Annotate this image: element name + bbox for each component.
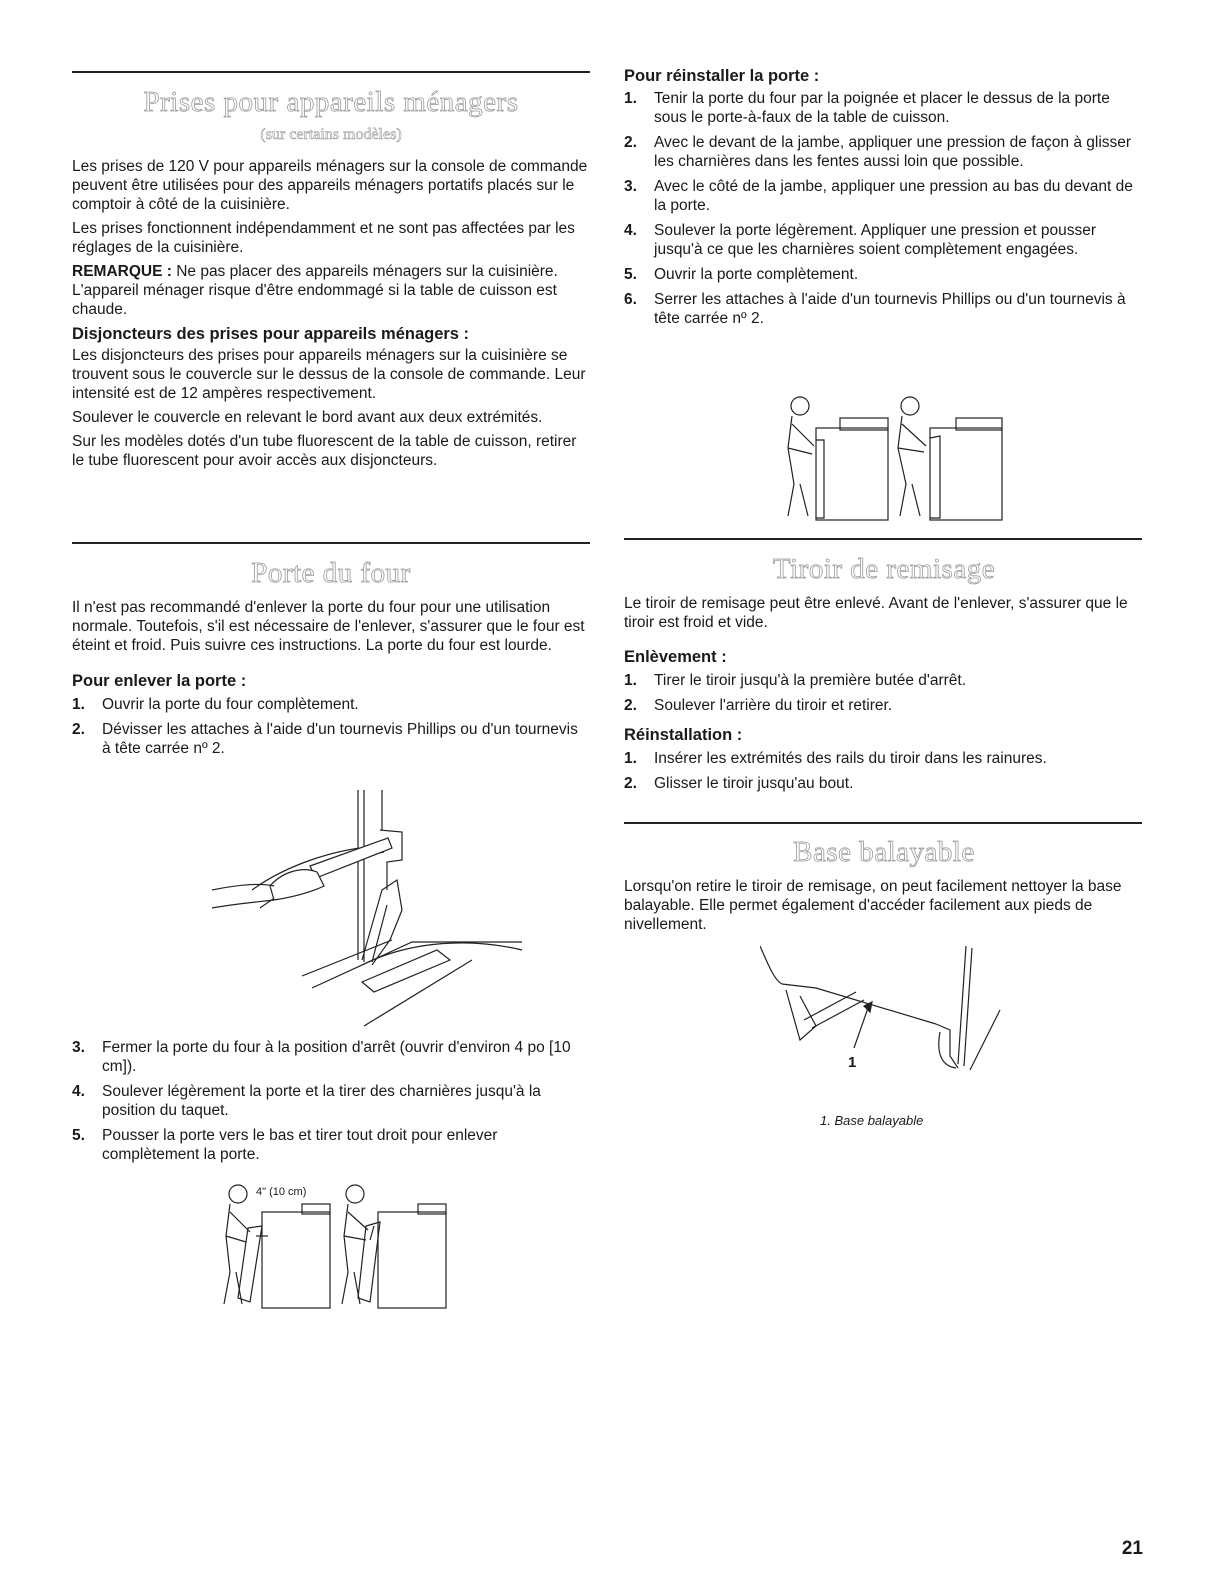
paragraph: Il n'est pas recommandé d'enlever la porte du four pour une utilisation normale. Toutefois, s'il est nécessaire de l'enlever, s'assurer que le four est éteint et froid. Puis suivre ces instructions. La porte du four est lourde.	[72, 599, 585, 654]
step-item: 2. Avec le devant de la jambe, appliquer une pression de façon à glisser les charnières dans les fentes aussi loin que possible.	[624, 134, 1132, 170]
paragraph: Les disjoncteurs des prises pour appareils ménagers sur la cuisinière se trouvent sous le couvercle sur le dessus de la console de commande. Leur intensité est de 12 ampères respectivement.	[72, 347, 586, 402]
step-item: 1. Tenir la porte du four par la poignée et placer le dessus de la porte sous le porte-à-faux de la table de cuisson.	[624, 90, 1110, 126]
section-title-storage-drawer: Tiroir de remisage	[772, 553, 996, 585]
step-item: 3. Avec le côté de la jambe, appliquer une pression au bas du devant de la porte.	[624, 178, 1133, 214]
appliance-outlets-body	[72, 157, 590, 475]
page-number: 21	[1121, 1538, 1143, 1559]
section-divider	[624, 822, 1142, 824]
step-item: 4. Soulever la porte légèrement. Appliquer une pression et pousser jusqu'à ce que les charnières soient complètement engagées.	[624, 222, 1097, 258]
remove-steps-list-continued	[72, 1038, 590, 1164]
oven-door-body	[72, 598, 590, 764]
screwdriver-hinge-illustration	[212, 790, 532, 1030]
paragraph: Soulever le couvercle en relevant le bord avant aux deux extrémités.	[72, 409, 543, 426]
section-subtitle: (sur certains modèles)	[260, 126, 402, 143]
step-item: 5. Ouvrir la porte complètement.	[624, 266, 859, 283]
section-title-oven-door: Porte du four	[251, 557, 411, 589]
reinstallation-steps-list	[624, 749, 1144, 793]
sweep-base-body	[624, 877, 1144, 939]
figure-caption: 1. Base balayable	[820, 1113, 924, 1128]
section-title-appliance-outlets: Prises pour appareils ménagers	[143, 86, 519, 118]
step-item: 2. Dévisser les attaches à l'aide d'un tournevis Phillips ou d'un tournevis à tête carrée nº 2.	[72, 721, 578, 757]
subheading-removal: Enlèvement :	[624, 648, 727, 666]
figure-measure-label: 4" (10 cm)	[256, 1186, 307, 1198]
storage-drawer-body	[624, 594, 1144, 799]
paragraph: Le tiroir de remisage peut être enlevé. Avant de l'enlever, s'assurer que le tiroir est froid et vide.	[624, 595, 1128, 631]
subheading-reinstallation: Réinstallation :	[624, 726, 743, 744]
note-text: Ne pas placer des appareils ménagers sur la cuisinière. L'appareil ménager risque d'être endommagé si la table de cuisson est chaude.	[72, 263, 558, 318]
step-item: 2. Glisser le tiroir jusqu'au bout.	[624, 775, 854, 792]
paragraph: Sur les modèles dotés d'un tube fluorescent de la table de cuisson, retirer le tube fluorescent pour avoir accès aux disjoncteurs.	[72, 433, 577, 469]
step-item: 3. Fermer la porte du four à la position d'arrêt (ouvrir d'environ 4 po [10 cm]).	[72, 1039, 571, 1075]
remove-steps-list	[72, 695, 590, 758]
section-title-sweep-base: Base balayable	[793, 836, 975, 868]
step-item: 1. Ouvrir la porte du four complètement.	[72, 696, 359, 713]
door-reinstall-illustration	[780, 388, 1016, 524]
subheading-breakers: Disjoncteurs des prises pour appareils ménagers :	[72, 325, 470, 343]
step-item: 2. Soulever l'arrière du tiroir et retirer.	[624, 697, 893, 714]
reinstall-door-body	[624, 66, 1144, 334]
step-item: 1. Insérer les extrémités des rails du tiroir dans les rainures.	[624, 750, 1047, 767]
door-removal-illustration	[220, 1176, 450, 1312]
sweep-base-illustration	[760, 944, 1010, 1074]
paragraph: Les prises de 120 V pour appareils ménagers sur la console de commande peuvent être utilisées pour des appareils ménagers portatifs placés sur le comptoir à côté de la cuisinière.	[72, 158, 588, 213]
remove-steps-continued	[72, 1038, 590, 1170]
section-divider	[72, 71, 590, 73]
step-item: 1. Tirer le tiroir jusqu'à la première butée d'arrêt.	[624, 672, 967, 689]
paragraph: Lorsqu'on retire le tiroir de remisage, on peut facilement nettoyer la base balayable. Elle permet également d'accéder facilement aux pieds de nivellement.	[624, 878, 1122, 933]
step-item: 5. Pousser la porte vers le bas et tirer tout droit pour enlever complètement la porte.	[72, 1127, 498, 1163]
paragraph: Les prises fonctionnent indépendamment et ne sont pas affectées par les réglages de la cuisinière.	[72, 220, 575, 256]
step-item: 4. Soulever légèrement la porte et la tirer des charnières jusqu'à la position du taquet.	[72, 1083, 541, 1119]
subheading-remove-door: Pour enlever la porte :	[72, 672, 247, 690]
section-divider	[72, 542, 590, 544]
callout-number: 1	[848, 1054, 857, 1071]
note-label: REMARQUE :	[72, 263, 172, 280]
note-paragraph	[72, 262, 590, 319]
reinstall-steps-list	[624, 89, 1144, 328]
step-item: 6. Serrer les attaches à l'aide d'un tournevis Phillips ou d'un tournevis à tête carrée nº 2.	[624, 291, 1126, 327]
subheading-reinstall-door: Pour réinstaller la porte :	[624, 67, 820, 85]
section-divider	[624, 538, 1142, 540]
removal-steps-list	[624, 671, 1144, 715]
